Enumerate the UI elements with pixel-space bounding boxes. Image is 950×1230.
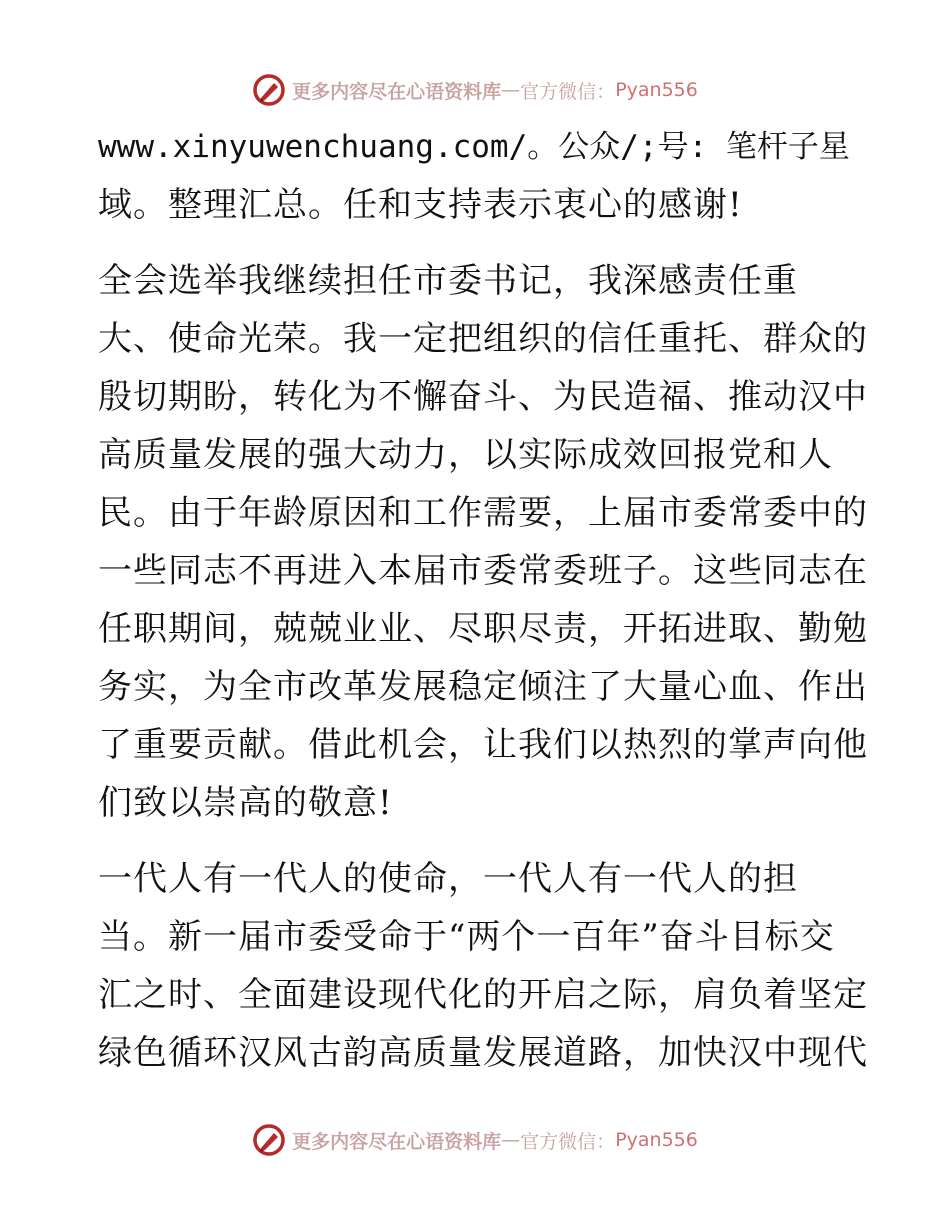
header-wechat-label: 官方微信：: [520, 80, 616, 103]
header-text: [292, 77, 698, 104]
pen-logo-icon: [252, 1123, 286, 1157]
para2-line-3: 汇之时、全面建设现代化的开启之际，肩负着坚定: [98, 975, 868, 1015]
header-slogan: 更多内容尽在心语资料库: [292, 80, 502, 103]
para1-line-9: 了重要贡献。借此机会，让我们以热烈的掌声向他: [98, 725, 868, 765]
para2-line-4: 绿色循环汉风古韵高质量发展道路，加快汉中现代: [98, 1033, 868, 1073]
para2-line-1: 一代人有一代人的使命，一代人有一代人的担: [98, 859, 798, 899]
para1-line-3: 殷切期盼，转化为不懈奋斗、为民造福、推动汉中: [98, 377, 868, 417]
footer-banner: [0, 1120, 950, 1160]
footer-dash: —: [501, 1129, 521, 1151]
intro-line-1: www.xinyuwenchuang.com/。公众/;号: 笔杆子星: [98, 129, 850, 165]
header-wechat-id: Pyan556: [615, 79, 698, 101]
para1-line-1: 全会选举我继续担任市委书记，我深感责任重: [98, 261, 798, 301]
document-body: [98, 124, 868, 1076]
para1-line-5: 民。由于年龄原因和工作需要，上届市委常委中的: [98, 493, 868, 533]
para1-line-10: 们致以崇高的敬意!: [98, 783, 393, 823]
footer-wechat-id: Pyan556: [615, 1129, 698, 1151]
para1-line-2: 大、使命光荣。我一定把组织的信任重托、群众的: [98, 319, 868, 359]
footer-wechat-label: 官方微信：: [520, 1130, 616, 1153]
intro-line-2: 域。整理汇总。任和支持表示衷心的感谢!: [98, 185, 743, 225]
para1-line-7: 任职期间，兢兢业业、尽职尽责，开拓进取、勤勉: [98, 609, 868, 649]
pen-logo-icon: [252, 73, 286, 107]
footer-text: [292, 1127, 698, 1154]
para1-line-4: 高质量发展的强大动力，以实际成效回报党和人: [98, 435, 833, 475]
para1-line-8: 务实，为全市改革发展稳定倾注了大量心血、作出: [98, 667, 868, 707]
footer-slogan: 更多内容尽在心语资料库: [292, 1130, 502, 1153]
header-dash: —: [501, 79, 521, 101]
para2-line-2: 当。新一届市委受命于“两个一百年”奋斗目标交: [98, 917, 835, 957]
para1-line-6: 一些同志不再进入本届市委常委班子。这些同志在: [98, 551, 868, 591]
header-banner: [0, 70, 950, 110]
